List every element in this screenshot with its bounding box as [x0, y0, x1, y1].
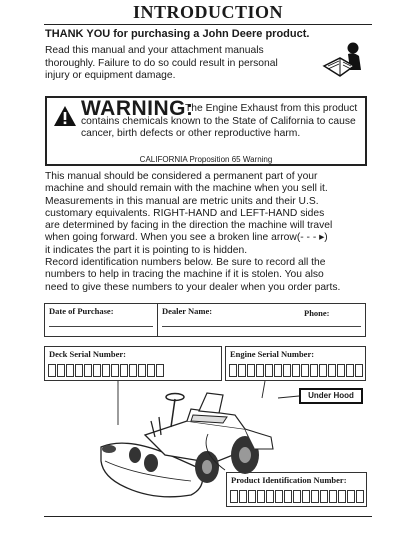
- deck-serial-boxes[interactable]: [48, 364, 165, 377]
- body-line: machine and should remain with the machine when you sell it.: [45, 183, 328, 195]
- warning-caption: CALIFORNIA Proposition 65 Warning: [139, 155, 273, 164]
- dealer-label: Dealer Name:: [162, 306, 213, 316]
- body-paragraph: [45, 171, 370, 294]
- date-label: Date of Purchase:: [49, 306, 114, 316]
- intro-line: Read this manual and your attachment manuals: [45, 45, 264, 56]
- product-id-boxes[interactable]: [230, 490, 365, 503]
- deck-serial-field[interactable]: [44, 346, 222, 381]
- dealer-info-field[interactable]: [157, 303, 366, 337]
- body-line: Record identification numbers below. Be sure to record all the: [45, 257, 326, 269]
- engine-serial-field[interactable]: [225, 346, 366, 381]
- warning-text: The Engine Exhaust from this product contains chemicals known to the State of California to cause cancer, birth defects or other reproductive harm.: [81, 103, 358, 139]
- person-reading-book-icon: [320, 40, 366, 82]
- title-rule: [44, 24, 372, 25]
- body-line: when going forward. When you see a broken line arrow(- - - ▸): [45, 232, 328, 244]
- date-of-purchase-field[interactable]: [44, 303, 158, 337]
- body-line: numbers to help in tracing the machine if it is stolen. You also: [45, 269, 324, 281]
- under-hood-label: Under Hood: [299, 388, 363, 404]
- body-line: are determined by facing in the direction the machine will travel: [45, 220, 333, 232]
- intro-line: injury or equipment damage.: [45, 70, 176, 81]
- intro-paragraph: [45, 45, 310, 83]
- body-line: it indicates the part it is pointing to is hidden.: [45, 244, 248, 256]
- engine-serial-boxes[interactable]: [229, 364, 364, 377]
- bottom-rule: [44, 516, 372, 517]
- warning-triangle-icon: [53, 105, 77, 127]
- body-line: Measurements in this manual are metric units and their U.S.: [45, 195, 319, 207]
- intro-line: thoroughly. Failure to do so could result in personal: [45, 57, 278, 69]
- date-write-line: [49, 326, 153, 327]
- warning-heading: WARNING:: [81, 97, 194, 120]
- engine-serial-label: Engine Serial Number:: [230, 349, 315, 359]
- dealer-write-line: [162, 326, 361, 327]
- deck-serial-label: Deck Serial Number:: [49, 349, 126, 359]
- thank-you-line: THANK YOU for purchasing a John Deere product.: [45, 28, 310, 40]
- warning-box: [45, 96, 367, 166]
- body-line: customary equivalents. RIGHT-HAND and LEFT-HAND sides: [45, 207, 325, 219]
- product-id-field[interactable]: [226, 472, 367, 507]
- product-id-label: Product Identification Number:: [231, 475, 347, 485]
- body-line: This manual should be considered a permanent part of your: [45, 171, 318, 182]
- body-line: need to give these numbers to your dealer when you order parts.: [45, 281, 341, 293]
- page-title: INTRODUCTION: [132, 2, 284, 22]
- phone-label: Phone:: [304, 308, 330, 318]
